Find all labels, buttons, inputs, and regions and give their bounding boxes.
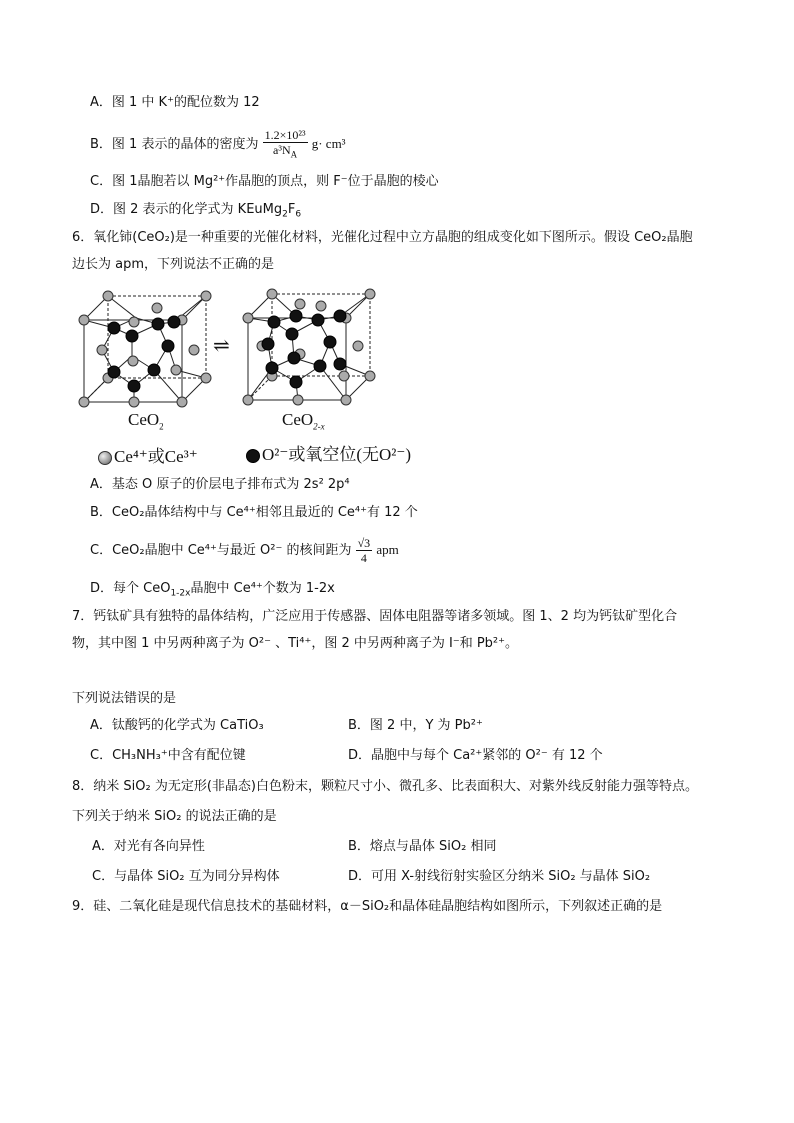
caption-ceo2-x [282,410,325,431]
q5-option-b-unit: g· cm³ [311,136,346,152]
q6-d-suffix: 晶胞中 Ce⁴⁺个数为 1-2x [190,581,335,596]
q5-d-sub2: 6 [295,209,302,220]
q6-c-prefix: C．CeO₂晶胞中 Ce⁴⁺与最近 O²⁻ 的核间距为 [90,543,352,558]
q5-b-numerator: 1.2×10²³ [264,128,306,142]
legend-ce [98,442,198,467]
ceo2-x-crystal-figure [240,286,380,411]
q5-option-b-prefix: B．图 1 表示的晶体的密度为 [90,137,259,153]
q5-d-mid: F [287,202,296,217]
q6-c-unit: apm [376,542,399,557]
q5-b-den-text: a³N [273,143,291,157]
q6-option-a: A．基态 O 原子的价层电子排布式为 2s² 2p⁴ [90,477,350,492]
legend-o [246,440,411,465]
q8-stem-line2: 下列关于纳米 SiO₂ 的说法正确的是 [72,809,277,824]
q6-stem-line1: 6．氧化铈(CeO₂)是一种重要的光催化材料，光催化过程中立方晶胞的组成变化如下图所示。假设 CeO₂晶胞 [72,230,693,245]
q8-option-a: A．对光有各向异性 [92,839,205,854]
q7-stem-line2: 物，其中图 1 中另两种离子为 O²⁻ 、Ti⁴⁺，图 2 中另两种离子为 I⁻和 Pb²⁺。 [72,636,518,651]
q7-question: 下列说法错误的是 [72,691,177,706]
q6-option-b: B．CeO₂晶体结构中与 Ce⁴⁺相邻且最近的 Ce⁴⁺有 12 个 [90,505,418,520]
q7-option-c: C．CH₃NH₃⁺中含有配位键 [90,748,246,763]
equilibrium-arrow: ⇌ [213,335,230,357]
q5-option-d [90,201,301,224]
q5-option-c: C．图 1晶胞若以 Mg²⁺作晶胞的顶点，则 F⁻位于晶胞的棱心 [90,174,439,189]
q6-c-denominator: 4 [360,551,367,565]
black-atom-icon [246,449,260,463]
q6-stem-line2: 边长为 apm，下列说法不正确的是 [72,257,275,272]
legend-o-label: O²⁻或氧空位(无O²⁻) [262,445,412,464]
grey-atom-icon [98,451,112,465]
caption-ceo2-x-text: CeO [282,410,314,429]
q7-option-d: D．晶胞中与每个 Ca²⁺紧邻的 O²⁻ 有 12 个 [348,748,603,763]
q7-option-a: A．钛酸钙的化学式为 CaTiO₃ [90,718,264,733]
q9-stem: 9．硅、二氧化硅是现代信息技术的基础材料，α－SiO₂和晶体硅晶胞结构如图所示，下列叙述正确的是 [72,899,663,914]
q6-option-d [90,580,335,603]
legend-ce-label: Ce⁴⁺或Ce³⁺ [114,447,198,466]
caption-ceo2-text: CeO [128,410,160,429]
q7-option-b: B．图 2 中，Y 为 Pb²⁺ [348,718,483,733]
ceo2-crystal-figure [76,288,216,413]
q5-d-prefix: D．图 2 表示的化学式为 KEuMg [90,202,283,217]
q5-d-sub1: 2 [282,209,288,220]
q5-option-b-fraction [263,128,308,161]
q8-option-b: B．熔点与晶体 SiO₂ 相同 [348,839,497,854]
q5-option-b [90,128,346,158]
q5-b-den-sub: A [290,149,298,160]
q7-stem-line1: 7．钙钛矿具有独特的晶体结构，广泛应用于传感器、固体电阻器等诸多领域。图 1、2 均为钙钛矿型化合 [72,609,678,624]
q6-option-c [90,532,399,568]
caption-ceo2-sub: 2 [159,421,164,432]
q5-b-denominator [263,143,308,161]
q6-c-fraction [356,536,373,565]
q6-d-sub: 1-2x [170,588,191,599]
q6-d-prefix: D．每个 CeO [90,581,171,596]
q5-option-a: A．图 1 中 K⁺的配位数为 12 [90,95,260,110]
q8-option-d: D．可用 X-射线衍射实验区分纳米 SiO₂ 与晶体 SiO₂ [348,869,651,884]
q8-option-c: C．与晶体 SiO₂ 互为同分异构体 [92,869,280,884]
caption-ceo2-x-sub: 2-x [313,421,325,432]
q6-c-numerator: √3 [357,536,371,550]
caption-ceo2 [128,410,164,431]
q8-stem-line1: 8．纳米 SiO₂ 为无定形(非晶态)白色粉末，颗粒尺寸小、微孔多、比表面积大、对紫外线反射能力强等特点。 [72,779,698,794]
